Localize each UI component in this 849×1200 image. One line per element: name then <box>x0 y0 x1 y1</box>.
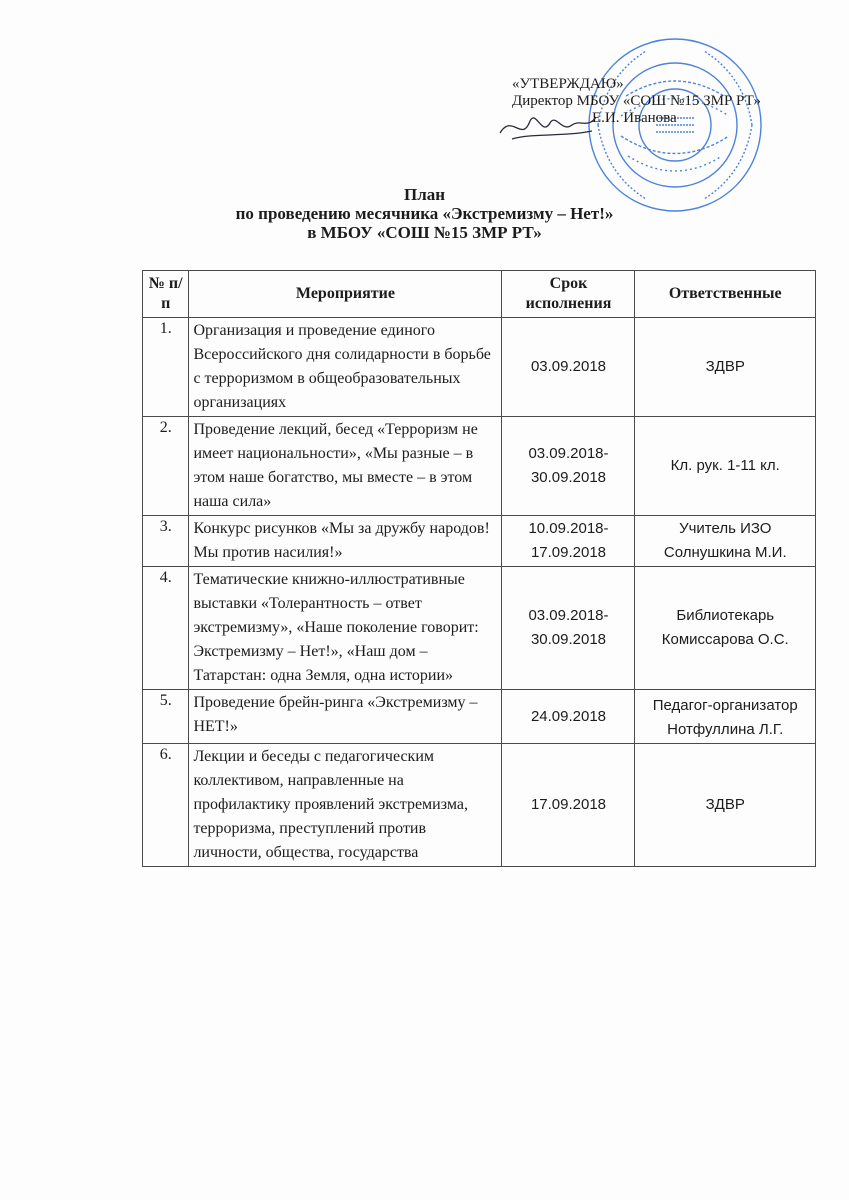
row-event: Тематические книжно-иллюстративные выставки «Толерантность – ответ экстремизму», «Наше поколение говорит: Экстремизму – Нет!», «Наш дом – Татарстан: одна Земля, одна истории» <box>189 567 502 690</box>
table-row <box>143 318 816 417</box>
approval-heading: «УТВЕРЖДАЮ» <box>512 76 624 92</box>
table-row <box>143 567 816 690</box>
row-date: 03.09.2018-30.09.2018 <box>502 567 635 690</box>
row-num: 5. <box>143 690 189 744</box>
title-line-2: по проведению месячника «Экстремизму – Нет!» <box>235 204 614 223</box>
director-signature <box>492 103 602 151</box>
row-event: Конкурс рисунков «Мы за дружбу народов! Мы против насилия!» <box>189 516 502 567</box>
header-event: Мероприятие <box>189 271 502 318</box>
row-event: Проведение брейн-ринга «Экстремизму – НЕТ!» <box>189 690 502 744</box>
row-date: 03.09.2018 <box>502 318 635 417</box>
row-event: Организация и проведение единого Всероссийского дня солидарности в борьбе с терроризмом в общеобразовательных организациях <box>189 318 502 417</box>
table-row <box>143 417 816 516</box>
table-row <box>143 744 816 867</box>
table-row <box>143 690 816 744</box>
table-row <box>143 516 816 567</box>
row-date: 10.09.2018-17.09.2018 <box>502 516 635 567</box>
title-line-1: План <box>403 185 446 204</box>
row-responsible: Учитель ИЗО Солнушкина М.И. <box>635 516 816 567</box>
row-responsible: Библиотекарь Комиссарова О.С. <box>635 567 816 690</box>
approval-position: Директор МБОУ «СОШ №15 ЗМР РТ» <box>512 93 761 109</box>
row-num: 1. <box>143 318 189 417</box>
header-responsible: Ответственные <box>635 271 816 318</box>
header-num: № п/п <box>143 271 189 318</box>
header-date: Срок исполнения <box>502 271 635 318</box>
row-date: 24.09.2018 <box>502 690 635 744</box>
row-event: Лекции и беседы с педагогическим коллективом, направленные на профилактику проявлений экстремизма, терроризма, преступлений против личности, общества, государства <box>189 744 502 867</box>
row-num: 3. <box>143 516 189 567</box>
row-responsible: ЗДВР <box>635 744 816 867</box>
row-num: 4. <box>143 567 189 690</box>
row-date: 17.09.2018 <box>502 744 635 867</box>
title-line-3: в МБОУ «СОШ №15 ЗМР РТ» <box>307 223 542 242</box>
row-event: Проведение лекций, бесед «Терроризм не имеет национальности», «Мы разные – в этом наше богатство, мы вместе – в этом наша сила» <box>189 417 502 516</box>
row-responsible: ЗДВР <box>635 318 816 417</box>
row-num: 2. <box>143 417 189 516</box>
row-num: 6. <box>143 744 189 867</box>
row-responsible: Кл. рук. 1-11 кл. <box>635 417 816 516</box>
row-responsible: Педагог-организатор Нотфуллина Л.Г. <box>635 690 816 744</box>
plan-table <box>142 270 816 867</box>
table-header-row <box>143 271 816 318</box>
row-date: 03.09.2018-30.09.2018 <box>502 417 635 516</box>
approval-signatory: Е.И. Иванова <box>592 110 677 126</box>
